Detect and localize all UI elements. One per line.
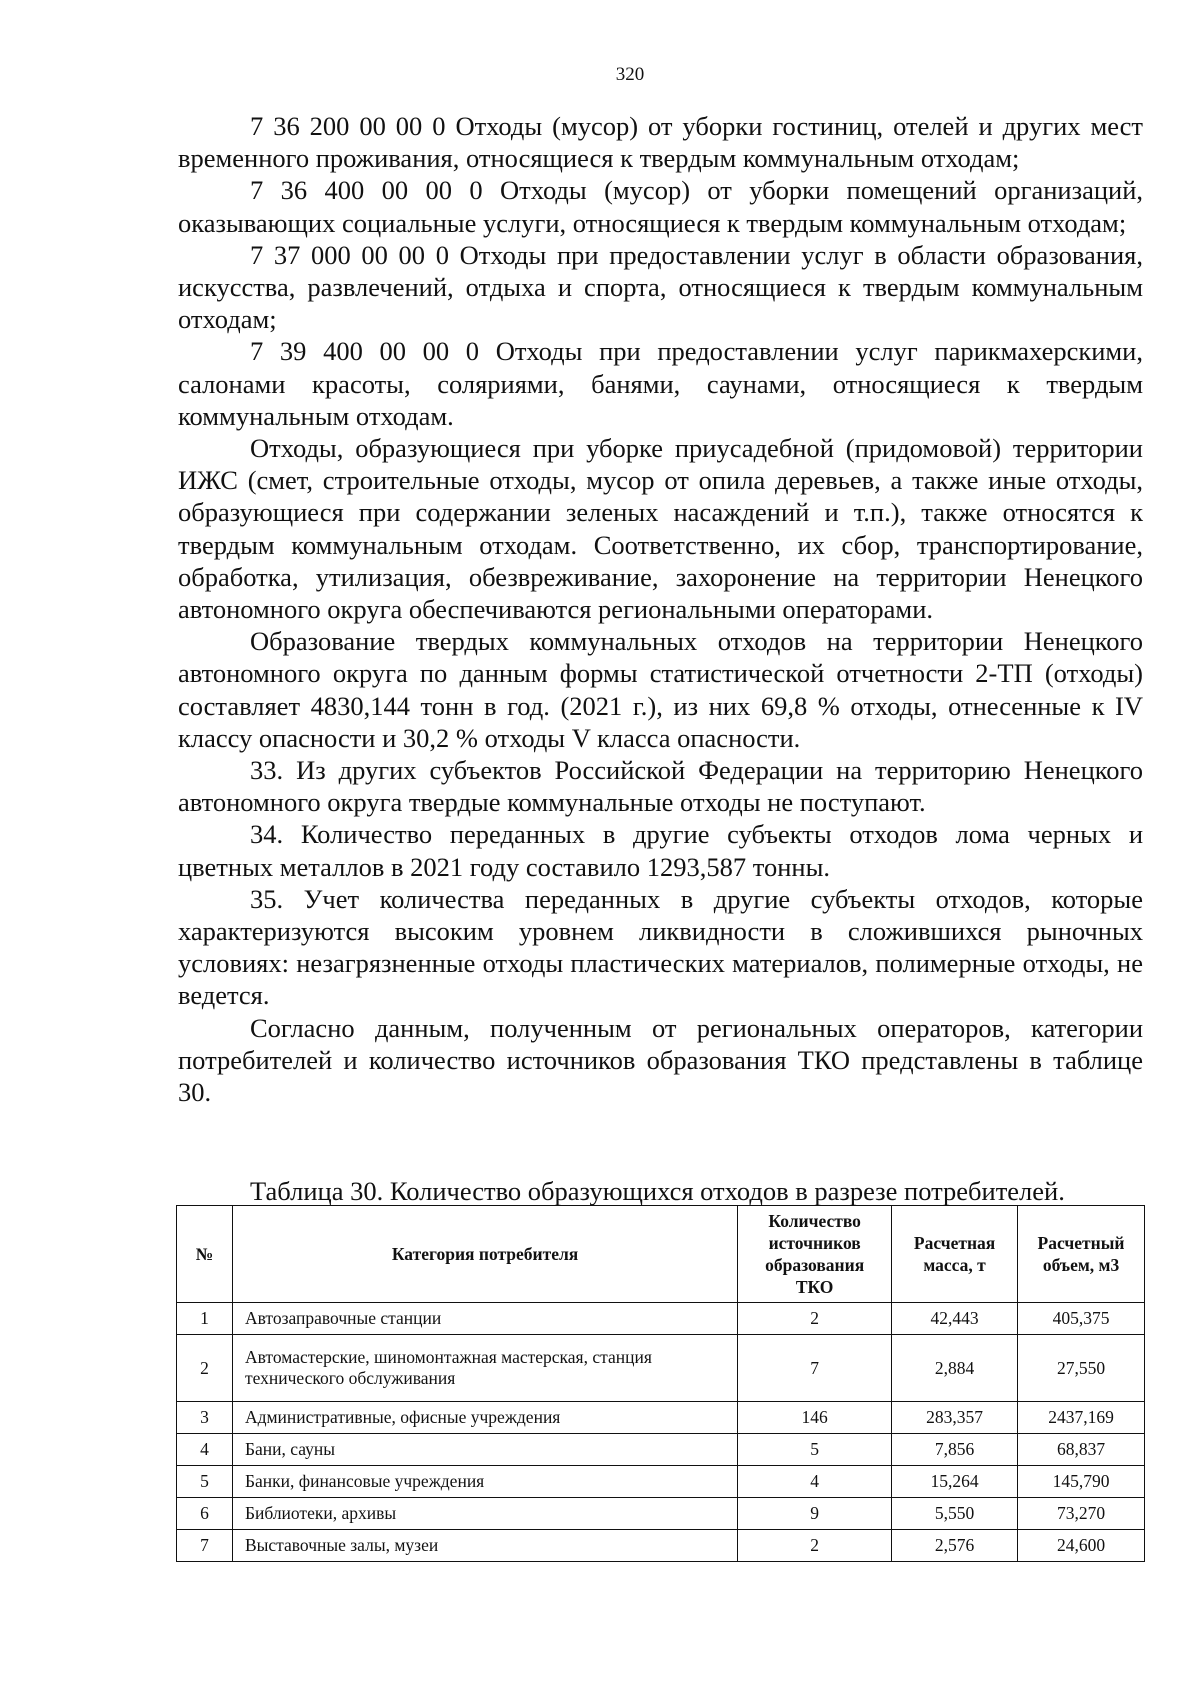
paragraph: 7 36 400 00 00 0 Отходы (мусор) от уборки помещений организаций, оказывающих социальные услуги, относящиеся к твердым коммунальным отходам;: [178, 175, 1143, 238]
cell-volume: 68,837: [1018, 1434, 1145, 1466]
cell-category: Библиотеки, архивы: [232, 1498, 737, 1530]
table-row: [177, 1466, 1145, 1498]
cell-num: 3: [177, 1402, 233, 1434]
header-num: №: [177, 1206, 233, 1303]
paragraph: 7 37 000 00 00 0 Отходы при предоставлении услуг в области образования, искусства, развлечений, отдыха и спорта, относящиеся к твердым коммунальным отходам;: [178, 239, 1143, 335]
cell-sources: 7: [738, 1335, 892, 1402]
table-row: [177, 1303, 1145, 1335]
cell-sources: 146: [738, 1402, 892, 1434]
cell-num: 2: [177, 1335, 233, 1402]
consumer-waste-table: [176, 1205, 1145, 1562]
cell-volume: 27,550: [1018, 1335, 1145, 1402]
paragraph: Согласно данным, полученным от региональных операторов, категории потребителей и количество источников образования ТКО представлены в таблице 30.: [178, 1012, 1143, 1108]
cell-mass: 2,884: [892, 1335, 1018, 1402]
cell-num: 1: [177, 1303, 233, 1335]
paragraph: 34. Количество переданных в другие субъекты отходов лома черных и цветных металлов в 2021 году составило 1293,587 тонны.: [178, 819, 1143, 882]
cell-sources: 4: [738, 1466, 892, 1498]
cell-category: Банки, финансовые учреждения: [232, 1466, 737, 1498]
header-category: Категория потребителя: [232, 1206, 737, 1303]
cell-volume: 145,790: [1018, 1466, 1145, 1498]
cell-category: Административные, офисные учреждения: [232, 1402, 737, 1434]
paragraph: 7 39 400 00 00 0 Отходы при предоставлении услуг парикмахерскими, салонами красоты, соляриями, банями, саунами, относящиеся к твердым коммунальным отходам.: [178, 336, 1143, 431]
cell-category: Автомастерские, шиномонтажная мастерская, станция технического обслуживания: [232, 1335, 737, 1402]
cell-mass: 283,357: [892, 1402, 1018, 1434]
cell-sources: 2: [738, 1530, 892, 1562]
cell-volume: 2437,169: [1018, 1402, 1145, 1434]
cell-category: Выставочные залы, музеи: [232, 1530, 737, 1562]
table-header-row: [177, 1206, 1145, 1303]
cell-category: Бани, сауны: [232, 1434, 737, 1466]
cell-sources: 5: [738, 1434, 892, 1466]
cell-volume: 405,375: [1018, 1303, 1145, 1335]
cell-sources: 9: [738, 1498, 892, 1530]
cell-num: 5: [177, 1466, 233, 1498]
cell-volume: 24,600: [1018, 1530, 1145, 1562]
paragraph: Отходы, образующиеся при уборке приусадебной (придомовой) территории ИЖС (смет, строительные отходы, мусор от опила деревьев, а также иные отходы, образующиеся при содержании зеленых насаждений и т.п.), также относятся к твердым коммунальным отходам. Соответственно, их сбор, транспортирование, обработка, утилизация, обезвреживание, захоронение на территории Ненецкого автономного округа обеспечиваются региональными операторами.: [178, 433, 1143, 625]
paragraph: 7 36 200 00 00 0 Отходы (мусор) от уборки гостиниц, отелей и других мест временного проживания, относящиеся к твердым коммунальным отходам;: [178, 111, 1143, 174]
cell-mass: 42,443: [892, 1303, 1018, 1335]
table-row: [177, 1402, 1145, 1434]
paragraph: 35. Учет количества переданных в другие субъекты отходов, которые характеризуются высоким уровнем ликвидности в сложившихся рыночных условиях: незагрязненные отходы пластических материалов, полимерные отходы, не ведется.: [178, 883, 1143, 1011]
cell-mass: 5,550: [892, 1498, 1018, 1530]
header-mass: Расчетная масса, т: [892, 1206, 1018, 1303]
document-body: [178, 110, 1143, 1108]
cell-mass: 2,576: [892, 1530, 1018, 1562]
cell-sources: 2: [738, 1303, 892, 1335]
cell-category: Автозаправочные станции: [232, 1303, 737, 1335]
cell-num: 6: [177, 1498, 233, 1530]
header-volume: Расчетный объем, м3: [1018, 1206, 1145, 1303]
table-row: [177, 1434, 1145, 1466]
table-row: [177, 1530, 1145, 1562]
page-number: 320: [615, 64, 645, 85]
table-caption: Таблица 30. Количество образующихся отходов в разрезе потребителей.: [250, 1176, 1065, 1206]
paragraph: Образование твердых коммунальных отходов на территории Ненецкого автономного округа по данным формы статистической отчетности 2-ТП (отходы) составляет 4830,144 тонн в год. (2021 г.), из них 69,8 % отходы, отнесенные к IV классу опасности и 30,2 % отходы V класса опасности.: [178, 626, 1143, 753]
cell-num: 7: [177, 1530, 233, 1562]
table-row: [177, 1498, 1145, 1530]
cell-mass: 7,856: [892, 1434, 1018, 1466]
cell-num: 4: [177, 1434, 233, 1466]
paragraph: 33. Из других субъектов Российской Федерации на территорию Ненецкого автономного округа твердые коммунальные отходы не поступают.: [178, 755, 1143, 818]
cell-mass: 15,264: [892, 1466, 1018, 1498]
header-sources: Количество источников образования ТКО: [738, 1206, 892, 1303]
table-row: [177, 1335, 1145, 1402]
cell-volume: 73,270: [1018, 1498, 1145, 1530]
